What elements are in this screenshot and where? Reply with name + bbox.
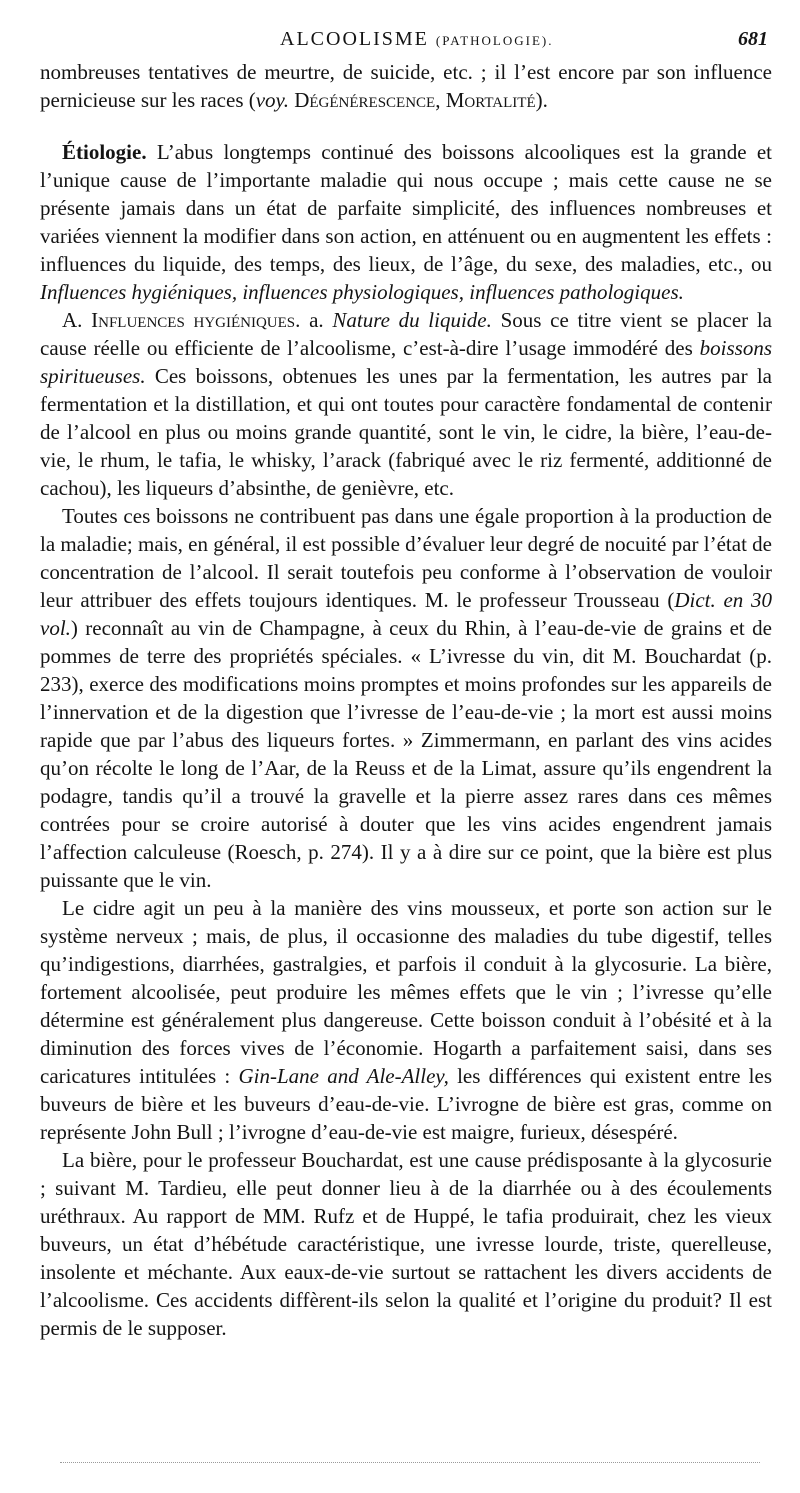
italic-run: voy. [255,88,289,112]
paragraph-continuation [40,58,772,114]
text-run: nombreuses tentatives de meurtre, de suicide, etc. ; il l’est encore par son influence pernicieuse sur les races ( [40,60,772,112]
footer-divider [60,1462,760,1465]
page-number: 681 [738,28,768,50]
text-run: La bière, pour le professeur Bouchardat, est une cause prédisposante à la glycosurie ; suivant M. Tardieu, elle peut donner lieu à de la diarrhée ou à des écoulements uréthraux. Au rapport de MM. Rufz et de Huppé, le tafia produirait, chez les vieux buveurs, un état d’hébétude caractéristique, une ivresse lourde, triste, querelleuse, insolente et méchante. Aux eaux-de-vie surtout se rattachent les divers accidents de l’alcoolisme. Ces accidents diffèrent-ils selon la qualité et l’origine du produit? Il est permis de le supposer. [40,1148,772,1340]
running-header [40,28,772,60]
text-run: Ces boissons, obtenues les unes par la fermentation, les autres par la fermentation et la distillation, et qui ont toutes pour caractère fondamental de contenir de l’alcool en plus ou moins grande quantité, sont le vin, le cidre, la bière, l’eau-de-vie, le rhum, le tafia, le whisky, l’arack (fabriqué avec le riz fermenté, additionné de cachou), les liqueurs d’absinthe, de genièvre, etc. [40,364,772,500]
text-run: Sous ce titre vient se placer la cause réelle ou efficiente de l’alcoolisme, c’est-à-dire l’usage immodéré des [40,308,772,360]
text-run: Le cidre agit un peu à la manière des vins mousseux, et porte son action sur le système nerveux ; mais, de plus, il occasionne des maladies du tube digestif, telles qu’indigestions, diarrhées, gastralgies, et parfois il conduit à la glycosurie. La bière, fortement alcoolisée, peut produire les mêmes effets que le vin ; l’ivresse qu’elle détermine est généralement plus dangereuse. Cette boisson conduit à l’obésité et à la diminution des forces vives de l’économie. Hogarth a parfaitement saisi, dans ses caricatures intitulées : [40,896,772,1088]
text-run: A. [62,308,92,332]
text-run: Toutes ces boissons ne contribuent pas dans une égale proportion à la production de la maladie; mais, en général, il est possible d’évaluer leur degré de nocuité par l’état de concentration de l’alcool. Il serait toutefois peu conforme à l’observation de vouloir leur attribuer des effets toujours identiques. M. le professeur Trousseau ( [40,504,772,612]
paragraph-etiologie [40,138,772,306]
paragraph-biere [40,1146,772,1342]
text-run: ) reconnaît au vin de Champagne, à ceux du Rhin, à l’eau-de-vie de grains et de pommes de terre des propriétés spéciales. « L’ivresse du vin, dit M. Bouchardat (p. 233), exerce des modifications moins promptes et moins profondes sur les appareils de l’innervation et de la digestion que l’ivresse de l’eau-de-vie ; la mort est aussi moins rapide que par l’abus des liqueurs fortes. » Zimmermann, en parlant des vins acides qu’on récolte le long de l’Aar, de la Reuss et de la Limat, assure qu’ils engendrent la podagre, tandis qu’il a trouvé la gravelle et la pierre assez rares dans ces mêmes contrées pour se croire autorisé à douter que les vins acides engendrent jamais l’affection calculeuse (Roesch, p. 274). Il y a à dire sur ce point, que la bière est plus puissante que le vin. [40,616,772,892]
italic-run: Gin-Lane and Ale-Alley, [238,1064,449,1088]
cross-reference: Dégénérescence, Mortalité [294,88,536,112]
text-run: a. [300,308,333,332]
header-title-main: ALCOOLISME [280,28,429,50]
body-text [40,58,772,1342]
header-title-sub: (PATHOLOGIE). [435,33,554,48]
paragraph-influences-hygieniques [40,306,772,502]
text-run: ). [535,88,548,112]
header-title [280,28,554,51]
paragraph-cidre [40,894,772,1146]
italic-run: Nature du liquide. [332,308,492,332]
italic-run: Influences hygiéniques, influences physiologiques, influences pathologiques. [40,280,684,304]
text-run: les différences qui existent entre les buveurs de bière et les buveurs d’eau-de-vie. L’ivrogne de bière est gras, comme on représente John Bull ; l’ivrogne d’eau-de-vie est maigre, furieux, désespéré. [40,1064,772,1144]
text-run: L’abus longtemps continué des boissons alcooliques est la grande et l’unique cause de l’importante maladie qui nous occupe ; mais cette cause ne se présente jamais dans un état de parfaite simplicité, des influences nombreuses et variées viennent la modifier dans son action, en atténuent ou en augmentent les effets : influences du liquide, des temps, des lieux, de l’âge, du sexe, des maladies, etc., ou [40,140,772,276]
section-heading: Étiologie. [62,140,147,164]
subsection-heading: Influences hygiéniques. [91,308,301,332]
paragraph-boissons [40,502,772,894]
italic-run: boissons spiritueuses. [40,336,772,388]
italic-run: Dict. en 30 vol. [40,588,773,640]
